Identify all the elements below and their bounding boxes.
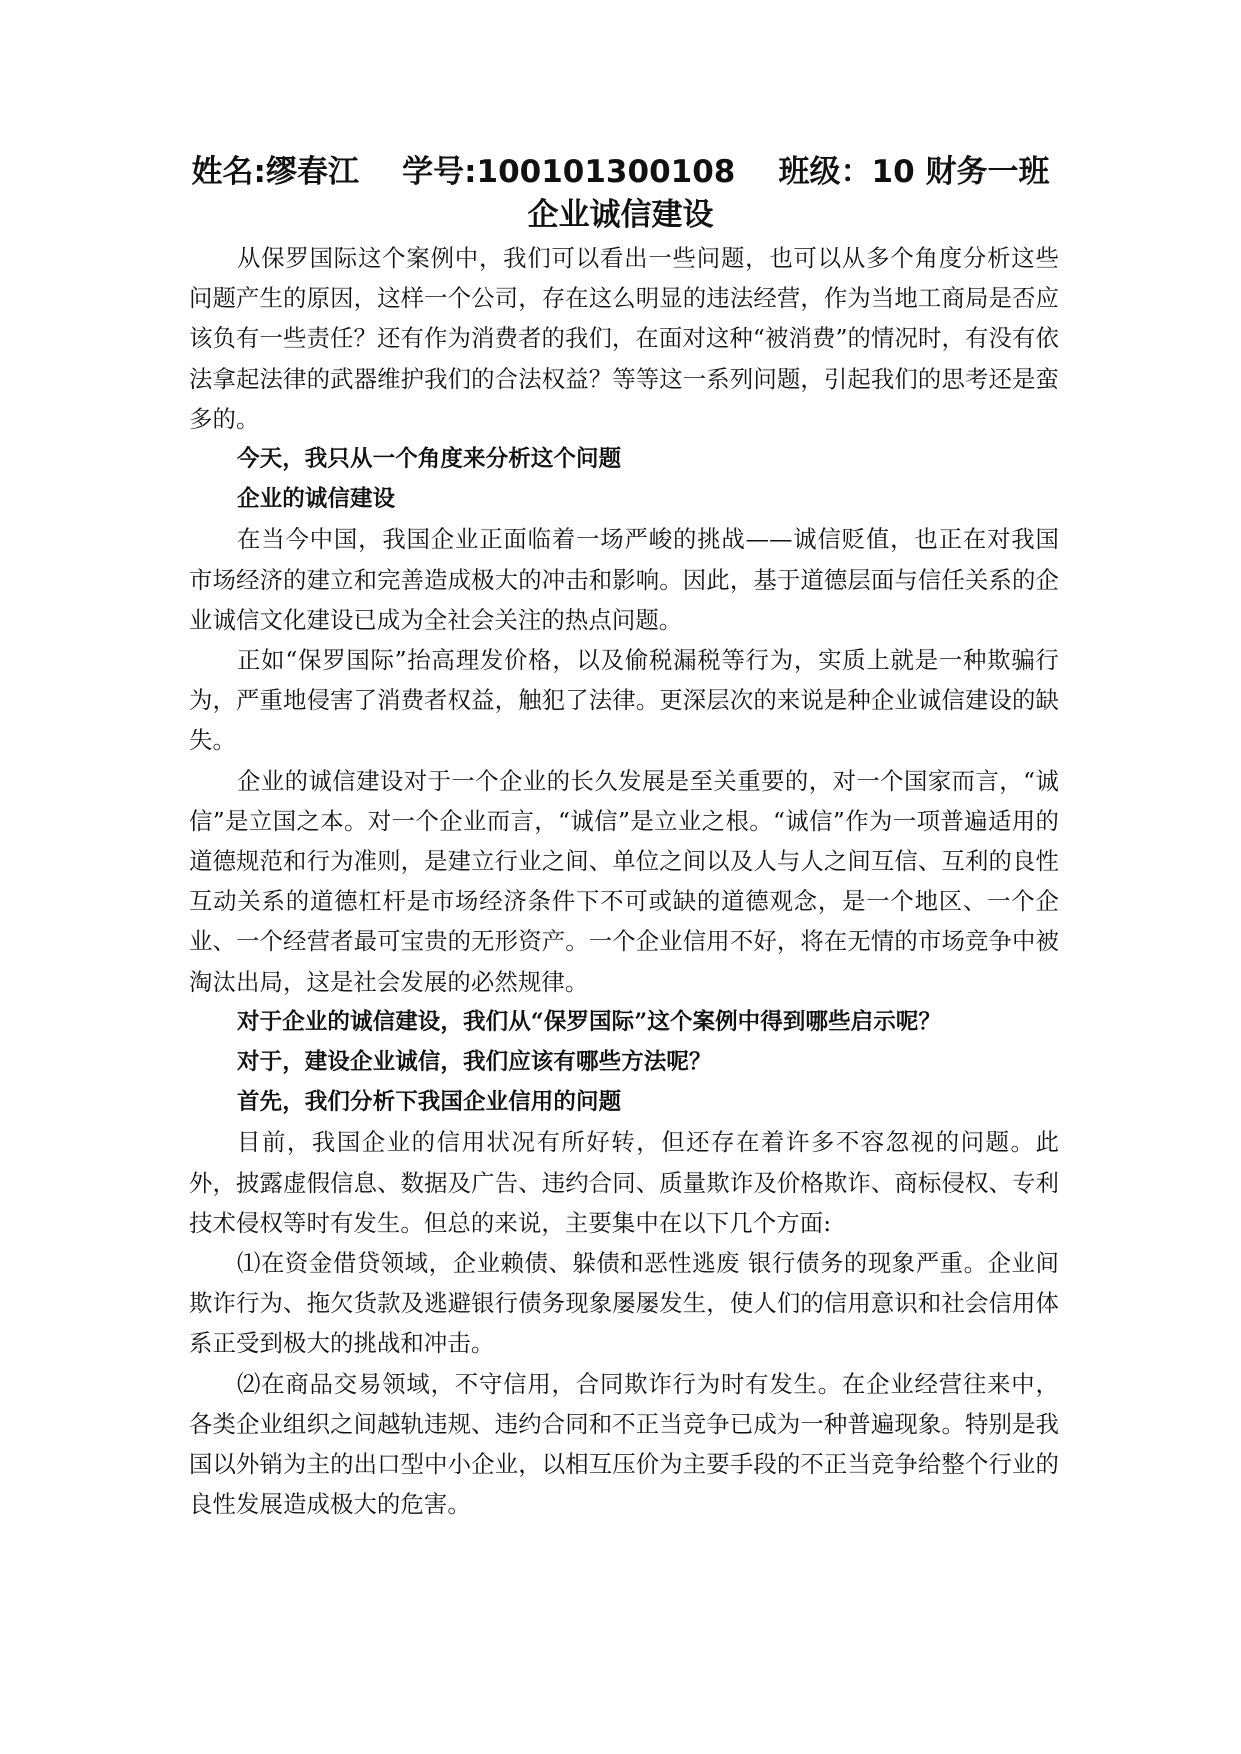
paragraph-current-status: 目前，我国企业的信用状况有所好转，但还存在着许多不容忽视的问题。此外，披露虚假信息、数据及广告、违约合同、质量欺诈及价格欺诈、商标侵权、专利技术侵权等时有发生。但总的来说，主要集中在以下几个方面:	[189, 1128, 1059, 1237]
paragraph-bold-question-2: 对于，建设企业诚信，我们应该有哪些方法呢？	[237, 1049, 712, 1076]
paragraph-bold-first: 首先，我们分析下我国企业信用的问题	[237, 1089, 622, 1116]
paragraph-bold-today: 今天，我只从一个角度来分析这个问题	[237, 446, 622, 473]
student-info-line: 姓名:缪春江 学号:100101300108 班级：10 财务一班	[191, 154, 1050, 190]
document-title: 企业诚信建设	[527, 197, 714, 233]
paragraph-challenge: 在当今中国，我国企业正面临着一场严峻的挑战——诚信贬值，也正在对我国市场经济的建立和完善造成极大的冲击和影响。因此，基于道德层面与信任关系的企业诚信文化建设已成为全社会关注的热点问题。	[189, 525, 1059, 634]
paragraph-paul-case: 正如“保罗国际”抬高理发价格，以及偷税漏税等行为，实质上就是一种欺骗行为，严重地侵害了消费者权益，触犯了法律。更深层次的来说是种企业诚信建设的缺失。	[189, 646, 1059, 755]
paragraph-intro: 从保罗国际这个案例中，我们可以看出一些问题，也可以从多个角度分析这些问题产生的原因，这样一个公司，存在这么明显的违法经营，作为当地工商局是否应该负有一些责任？还有作为消费者的我们，在面对这种“被消费”的情况时，有没有依法拿起法律的武器维护我们的合法权益？等等这一系列问题，引起我们的思考还是蛮多的。	[189, 244, 1059, 433]
paragraph-point-2: ⑵在商品交易领域，不守信用，合同欺诈行为时有发生。在企业经营往来中，各类企业组织之间越轨违规、违约合同和不正当竞争已成为一种普遍现象。特别是我国以外销为主的出口型中小企业，以相互压价为主要手段的不正当竞争给整个行业的良性发展造成极大的危害。	[189, 1369, 1059, 1519]
paragraph-integrity-importance: 企业的诚信建设对于一个企业的长久发展是至关重要的，对一个国家而言，“诚信”是立国之本。对一个企业而言，“诚信”是立业之根。“诚信”作为一项普遍适用的道德规范和行为准则，是建立行业之间、单位之间以及人与人之间互信、互利的良性互动关系的道德杠杆是市场经济条件下不可或缺的道德观念，是一个地区、一个企业、一个经营者最可宝贵的无形资产。一个企业信用不好，将在无情的市场竞争中被淘汰出局，这是社会发展的必然规律。	[189, 766, 1059, 996]
paragraph-bold-question-1: 对于企业的诚信建设，我们从“保罗国际”这个案例中得到哪些启示呢？	[237, 1008, 942, 1035]
document-body	[189, 238, 1059, 1525]
paragraph-point-1: ⑴在资金借贷领域，企业赖债、躲债和恶性逃废 银行债务的现象严重。企业间欺诈行为、拖欠货款及逃避银行债务现象屡屡发生，使人们的信用意识和社会信用体系正受到极大的挑战和冲击。	[189, 1249, 1059, 1358]
paragraph-bold-heading: 企业的诚信建设	[237, 486, 396, 513]
